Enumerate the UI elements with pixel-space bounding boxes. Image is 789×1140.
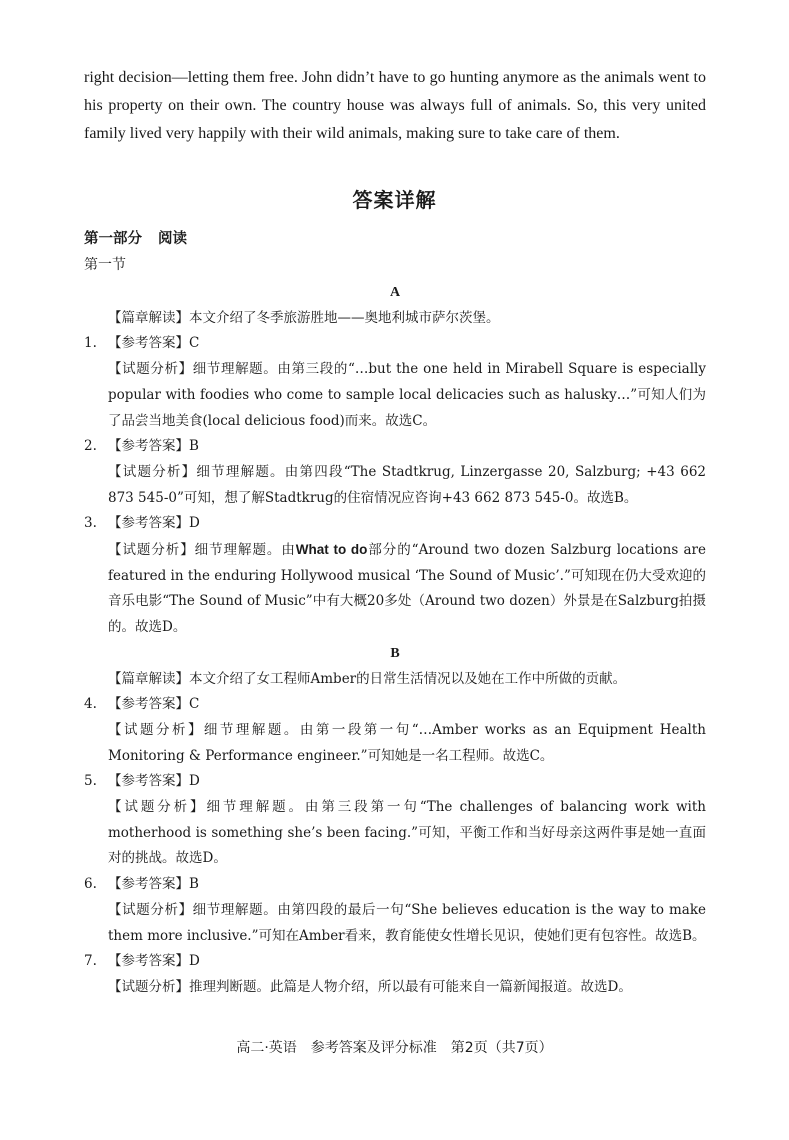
question-analysis xyxy=(84,537,706,641)
page-title: 答案详解 xyxy=(352,188,437,212)
section-heading: 第一节 xyxy=(84,257,126,273)
analysis-post: 部分的“Around two dozen Salzburg locations are featured in the enduring Hollywood musical ‘The Sound of Music’.”可知现在仍大受欢迎的音乐电影“The Sound of Music”中有大概20多处（Around two dozen）外景是在Salzburg拍摄的。故选D。 xyxy=(108,542,706,636)
question-2 xyxy=(84,434,706,511)
question-answer: 【参考答案】D xyxy=(108,953,200,970)
question-number: 5. xyxy=(84,773,97,790)
passage-a-letter: A xyxy=(389,285,401,300)
question-1 xyxy=(84,331,706,434)
part-label: 第一部分 xyxy=(84,231,142,247)
question-answer: 【参考答案】C xyxy=(108,696,200,713)
question-answer: 【参考答案】B xyxy=(108,876,199,893)
passage-b-summary: 【篇章解读】本文介绍了女工程师Amber的日常生活情况以及她在工作中所做的贡献。 xyxy=(108,670,627,687)
question-analysis: 【试题分析】细节理解题。由第三段的“…but the one held in Mirabell Square is especially popular with foodies who come to sample local delicacies such as halusky…”可知人们为了品尝当地美食(local delicious food)而来。故选C。 xyxy=(108,361,706,429)
question-7 xyxy=(84,949,706,1000)
question-3 xyxy=(84,511,706,641)
part-name: 阅读 xyxy=(158,231,187,247)
question-number: 1. xyxy=(84,335,97,352)
question-answer: 【参考答案】D xyxy=(108,773,200,790)
passage-b-letter: B xyxy=(390,645,400,661)
question-analysis: 【试题分析】推理判断题。此篇是人物介绍，所以最有可能来自一篇新闻报道。故选D。 xyxy=(108,978,632,995)
page-footer: 高二·英语 参考答案及评分标准 第2页（共7页） xyxy=(236,1040,553,1056)
question-analysis: 【试题分析】细节理解题。由第三段第一句“The challenges of balancing work with motherhood is something she’s been facing.”可知，平衡工作和当好母亲这两件事是她一直面对的挑战。故选D。 xyxy=(108,799,706,867)
question-analysis: 【试题分析】细节理解题。由第一段第一句“…Amber works as an Equipment Health Monitoring & Performance engineer.”可知她是一名工程师。故选C。 xyxy=(108,721,706,764)
question-number: 3. xyxy=(84,515,97,532)
question-analysis: 【试题分析】细节理解题。由第四段的最后一句“She believes education is the way to make them more inclusive.”可知在Amber看来，教育能使女性增长见识，使她们更有包容性。故选B。 xyxy=(108,901,706,944)
question-number: 7. xyxy=(84,953,97,970)
question-analysis: 【试题分析】细节理解题。由第四段“The Stadtkrug, Linzergasse 20, Salzburg; +43 662 873 545-0”可知，想了解Stadtkrug的住宿情况应咨询+43 662 873 545-0。故选B。 xyxy=(108,463,706,506)
question-answer: 【参考答案】D xyxy=(108,515,200,532)
question-number: 4. xyxy=(84,696,97,713)
analysis-bold: What to do xyxy=(295,542,368,558)
question-number: 6. xyxy=(84,876,97,893)
question-6 xyxy=(84,872,706,949)
intro-text: right decision—letting them free. John didn’t have to go hunting anymore as the animals went to his property on their own. The country house was always full of animals. So, this very united family lived very happily with their wild animals, making sure to take care of them. xyxy=(84,69,706,142)
passage-a-summary: 【篇章解读】本文介绍了冬季旅游胜地——奥地利城市萨尔茨堡。 xyxy=(108,309,500,326)
question-number: 2. xyxy=(84,438,97,455)
analysis-pre: 【试题分析】细节理解题。由 xyxy=(108,542,296,559)
question-answer: 【参考答案】C xyxy=(108,335,200,352)
question-5 xyxy=(84,769,706,872)
intro-paragraph xyxy=(84,64,706,148)
part-heading xyxy=(84,227,203,248)
question-4 xyxy=(84,692,706,769)
question-answer: 【参考答案】B xyxy=(108,438,199,455)
answer-body xyxy=(84,280,706,1001)
